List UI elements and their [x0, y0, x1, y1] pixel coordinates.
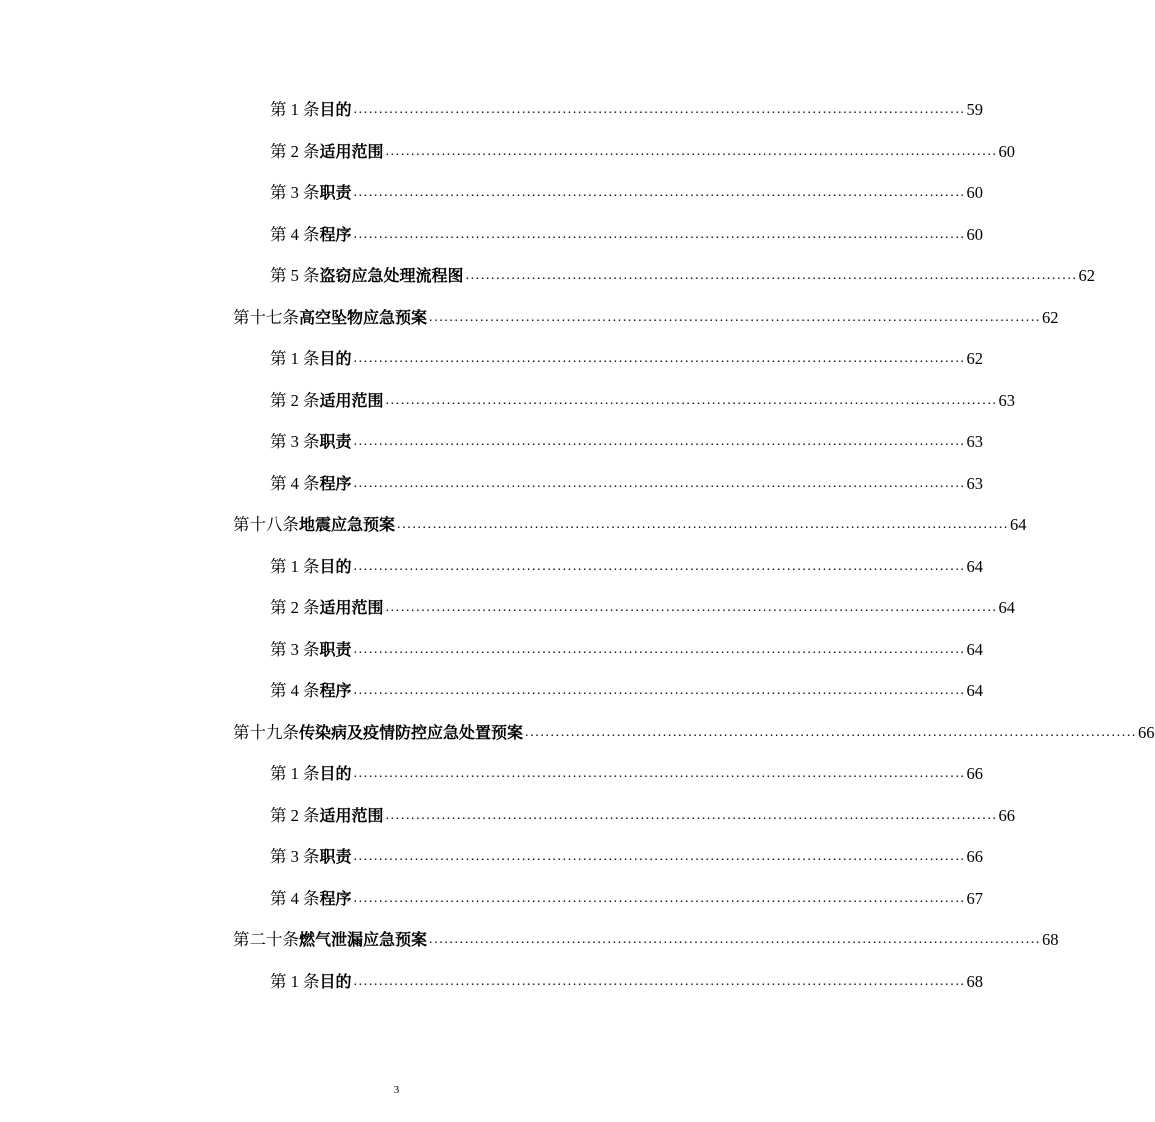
toc-dot-leader: ........................................................................................................................ [353, 434, 966, 449]
page-number: 3 [393, 1084, 400, 1096]
toc-entry-number: 第二十条 [233, 930, 299, 949]
toc-entry-title: 目的 [319, 972, 352, 991]
toc-entry-title: 适用范围 [319, 598, 384, 617]
toc-dot-leader: ........................................................................................................................ [353, 891, 966, 906]
toc-entry-page: 64 [966, 557, 984, 576]
toc-entry-title: 盗窃应急处理流程图 [319, 266, 464, 285]
toc-entry-page: 68 [1042, 930, 1059, 949]
toc-entry-number: 第 1 条 [270, 557, 320, 576]
toc-entry-title: 职责 [319, 183, 352, 202]
toc-entry-number: 第 2 条 [270, 142, 320, 161]
toc-section-entry[interactable] [270, 262, 1096, 286]
toc-dot-leader: ........................................................................................................................ [353, 683, 966, 698]
toc-entry-page: 67 [966, 889, 984, 908]
toc-entry-title: 适用范围 [319, 391, 384, 410]
toc-dot-leader: ........................................................................................................................ [353, 559, 966, 574]
toc-dot-leader: ........................................................................................................................ [429, 310, 1042, 325]
toc-entry-number: 第 3 条 [270, 640, 320, 659]
toc-entry-page: 59 [966, 100, 984, 119]
toc-chapter-entry[interactable] [233, 304, 1059, 328]
toc-entry-title: 职责 [319, 847, 352, 866]
toc-dot-leader: ........................................................................................................................ [353, 974, 966, 989]
toc-dot-leader: ........................................................................................................................ [353, 351, 966, 366]
toc-dot-leader: ........................................................................................................................ [525, 725, 1138, 740]
toc-entry-number: 第 4 条 [270, 889, 320, 908]
toc-section-entry[interactable] [270, 802, 1016, 826]
toc-section-entry[interactable] [270, 553, 984, 577]
toc-section-entry[interactable] [270, 96, 984, 120]
toc-dot-leader: ........................................................................................................................ [385, 144, 998, 159]
toc-entry-page: 66 [966, 764, 984, 783]
toc-entry-page: 63 [998, 391, 1016, 410]
toc-entry-page: 60 [998, 142, 1016, 161]
toc-entry-page: 68 [966, 972, 984, 991]
toc-entry-title: 高空坠物应急预案 [299, 308, 428, 327]
toc-entry-number: 第十八条 [233, 515, 299, 534]
toc-section-entry[interactable] [270, 843, 984, 867]
toc-dot-leader: ........................................................................................................................ [397, 517, 1010, 532]
toc-entry-title: 程序 [319, 889, 352, 908]
toc-entry-page: 64 [966, 681, 984, 700]
toc-entry-title: 职责 [319, 432, 352, 451]
toc-section-entry[interactable] [270, 968, 984, 992]
toc-section-entry[interactable] [270, 594, 1016, 618]
toc-entry-page: 64 [998, 598, 1016, 617]
toc-section-entry[interactable] [270, 138, 1016, 162]
toc-entry-title: 程序 [319, 681, 352, 700]
toc-section-entry[interactable] [270, 636, 984, 660]
toc-dot-leader: ........................................................................................................................ [385, 808, 998, 823]
toc-entry-number: 第 3 条 [270, 183, 320, 202]
toc-chapter-entry[interactable] [233, 719, 1155, 743]
toc-entry-title: 目的 [319, 349, 352, 368]
toc-dot-leader: ........................................................................................................................ [353, 227, 966, 242]
toc-entry-number: 第十九条 [233, 723, 299, 742]
toc-section-entry[interactable] [270, 760, 984, 784]
toc-section-entry[interactable] [270, 885, 984, 909]
toc-chapter-entry[interactable] [233, 926, 1059, 950]
toc-section-entry[interactable] [270, 387, 1016, 411]
toc-entry-number: 第 1 条 [270, 100, 320, 119]
toc-entry-title: 目的 [319, 100, 352, 119]
toc-entry-number: 第 4 条 [270, 681, 320, 700]
toc-dot-leader: ........................................................................................................................ [429, 932, 1042, 947]
toc-entry-number: 第 3 条 [270, 432, 320, 451]
toc-dot-leader: ........................................................................................................................ [353, 102, 966, 117]
toc-section-entry[interactable] [270, 470, 984, 494]
toc-entry-page: 62 [966, 349, 984, 368]
toc-dot-leader: ........................................................................................................................ [353, 476, 966, 491]
toc-section-entry[interactable] [270, 221, 984, 245]
toc-entry-number: 第十七条 [233, 308, 299, 327]
toc-dot-leader: ........................................................................................................................ [465, 268, 1078, 283]
toc-section-entry[interactable] [270, 677, 984, 701]
toc-entry-page: 63 [966, 474, 984, 493]
toc-section-entry[interactable] [270, 345, 984, 369]
toc-entry-page: 62 [1042, 308, 1059, 327]
toc-entry-title: 地震应急预案 [299, 515, 396, 534]
toc-entry-page: 63 [966, 432, 984, 451]
toc-entry-number: 第 2 条 [270, 598, 320, 617]
toc-entry-title: 职责 [319, 640, 352, 659]
toc-dot-leader: ........................................................................................................................ [353, 766, 966, 781]
toc-chapter-entry[interactable] [233, 511, 1027, 535]
toc-entry-page: 66 [998, 806, 1016, 825]
toc-dot-leader: ........................................................................................................................ [353, 642, 966, 657]
toc-entry-title: 燃气泄漏应急预案 [299, 930, 428, 949]
toc-entry-number: 第 1 条 [270, 349, 320, 368]
toc-entry-page: 60 [966, 183, 984, 202]
toc-dot-leader: ........................................................................................................................ [385, 393, 998, 408]
toc-entry-number: 第 2 条 [270, 806, 320, 825]
toc-entry-title: 传染病及疫情防控应急处置预案 [299, 723, 524, 742]
toc-entry-title: 适用范围 [319, 806, 384, 825]
toc-entry-page: 64 [1010, 515, 1027, 534]
toc-entry-page: 62 [1078, 266, 1096, 285]
toc-entry-title: 程序 [319, 225, 352, 244]
toc-entry-page: 66 [1138, 723, 1155, 742]
toc-entry-number: 第 1 条 [270, 972, 320, 991]
toc-entry-page: 66 [966, 847, 984, 866]
toc-entry-title: 目的 [319, 764, 352, 783]
toc-entry-title: 程序 [319, 474, 352, 493]
toc-entry-page: 60 [966, 225, 984, 244]
toc-section-entry[interactable] [270, 428, 984, 452]
toc-entry-number: 第 3 条 [270, 847, 320, 866]
toc-dot-leader: ........................................................................................................................ [353, 185, 966, 200]
toc-entry-number: 第 1 条 [270, 764, 320, 783]
toc-entry-number: 第 2 条 [270, 391, 320, 410]
toc-section-entry[interactable] [270, 179, 984, 203]
toc-entry-title: 目的 [319, 557, 352, 576]
toc-entry-number: 第 4 条 [270, 474, 320, 493]
toc-entry-number: 第 4 条 [270, 225, 320, 244]
toc-dot-leader: ........................................................................................................................ [385, 600, 998, 615]
toc-entry-page: 64 [966, 640, 984, 659]
toc-entry-title: 适用范围 [319, 142, 384, 161]
toc-dot-leader: ........................................................................................................................ [353, 849, 966, 864]
toc-entry-number: 第 5 条 [270, 266, 320, 285]
